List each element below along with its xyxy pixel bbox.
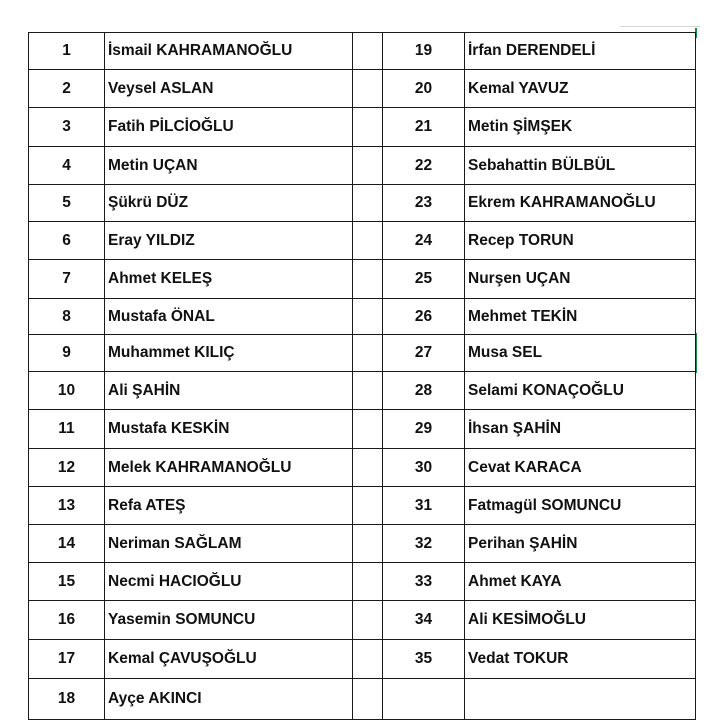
right-number-cell[interactable]: 34 xyxy=(383,601,465,640)
right-name-cell[interactable]: Cevat KARACA xyxy=(465,449,696,487)
right-name-cell[interactable]: Mehmet TEKİN xyxy=(465,299,696,335)
left-name-cell[interactable]: Fatih PİLCİOĞLU xyxy=(105,108,353,147)
left-name-cell[interactable]: Yasemin SOMUNCU xyxy=(105,601,353,640)
right-number-cell[interactable]: 23 xyxy=(383,185,465,222)
right-number-cell[interactable]: 27 xyxy=(383,335,465,372)
left-number-cell[interactable]: 11 xyxy=(29,410,105,449)
right-name-cell[interactable]: Ahmet KAYA xyxy=(465,563,696,601)
right-number-cell[interactable]: 21 xyxy=(383,108,465,147)
table-row xyxy=(29,449,696,487)
right-number-cell[interactable]: 32 xyxy=(383,525,465,563)
left-name-cell[interactable]: Muhammet KILIÇ xyxy=(105,335,353,372)
left-number-cell[interactable]: 4 xyxy=(29,147,105,185)
left-name-cell[interactable]: Necmi HACIOĞLU xyxy=(105,563,353,601)
spacer-cell[interactable] xyxy=(353,33,383,70)
left-number-cell[interactable]: 17 xyxy=(29,640,105,679)
right-name-cell[interactable]: Fatmagül SOMUNCU xyxy=(465,487,696,525)
table-row xyxy=(29,679,696,720)
spacer-cell[interactable] xyxy=(353,640,383,679)
right-name-cell[interactable]: Musa SEL xyxy=(465,335,696,372)
left-name-cell[interactable]: Kemal ÇAVUŞOĞLU xyxy=(105,640,353,679)
right-number-cell[interactable]: 29 xyxy=(383,410,465,449)
right-name-cell[interactable]: İrfan DERENDELİ xyxy=(465,33,696,70)
right-number-cell[interactable]: 19 xyxy=(383,33,465,70)
spacer-cell[interactable] xyxy=(353,525,383,563)
right-name-cell[interactable]: Nurşen UÇAN xyxy=(465,260,696,299)
right-name-cell[interactable] xyxy=(465,679,696,720)
spacer-cell[interactable] xyxy=(353,299,383,335)
left-number-cell[interactable]: 1 xyxy=(29,33,105,70)
spacer-cell[interactable] xyxy=(353,487,383,525)
left-number-cell[interactable]: 6 xyxy=(29,222,105,260)
spacer-cell[interactable] xyxy=(353,147,383,185)
spacer-cell[interactable] xyxy=(353,449,383,487)
spacer-cell[interactable] xyxy=(353,563,383,601)
right-number-cell[interactable]: 30 xyxy=(383,449,465,487)
left-number-cell[interactable]: 9 xyxy=(29,335,105,372)
spacer-cell[interactable] xyxy=(353,372,383,410)
left-name-cell[interactable]: Ayçe AKINCI xyxy=(105,679,353,720)
left-name-cell[interactable]: Refa ATEŞ xyxy=(105,487,353,525)
left-name-cell[interactable]: Veysel ASLAN xyxy=(105,70,353,108)
table-row xyxy=(29,260,696,299)
left-number-cell[interactable]: 10 xyxy=(29,372,105,410)
left-name-cell[interactable]: Neriman SAĞLAM xyxy=(105,525,353,563)
spacer-cell[interactable] xyxy=(353,410,383,449)
right-name-cell[interactable]: Metin ŞİMŞEK xyxy=(465,108,696,147)
left-name-cell[interactable]: Eray YILDIZ xyxy=(105,222,353,260)
left-number-cell[interactable]: 14 xyxy=(29,525,105,563)
spacer-cell[interactable] xyxy=(353,70,383,108)
left-name-cell[interactable]: Metin UÇAN xyxy=(105,147,353,185)
spacer-cell[interactable] xyxy=(353,108,383,147)
spacer-cell[interactable] xyxy=(353,601,383,640)
right-number-cell[interactable]: 33 xyxy=(383,563,465,601)
right-number-cell[interactable]: 25 xyxy=(383,260,465,299)
right-name-cell[interactable]: Recep TORUN xyxy=(465,222,696,260)
left-number-cell[interactable]: 12 xyxy=(29,449,105,487)
table-row xyxy=(29,108,696,147)
table-row xyxy=(29,640,696,679)
right-number-cell[interactable] xyxy=(383,679,465,720)
left-number-cell[interactable]: 13 xyxy=(29,487,105,525)
right-name-cell[interactable]: Vedat TOKUR xyxy=(465,640,696,679)
right-number-cell[interactable]: 31 xyxy=(383,487,465,525)
left-name-cell[interactable]: Mustafa ÖNAL xyxy=(105,299,353,335)
left-number-cell[interactable]: 3 xyxy=(29,108,105,147)
right-name-cell[interactable]: Ekrem KAHRAMANOĞLU xyxy=(465,185,696,222)
right-number-cell[interactable]: 26 xyxy=(383,299,465,335)
table-row xyxy=(29,147,696,185)
right-number-cell[interactable]: 35 xyxy=(383,640,465,679)
table-row xyxy=(29,410,696,449)
right-name-cell[interactable]: Sebahattin BÜLBÜL xyxy=(465,147,696,185)
table-row xyxy=(29,487,696,525)
table-row xyxy=(29,335,696,372)
spacer-cell[interactable] xyxy=(353,679,383,720)
right-name-cell[interactable]: İhsan ŞAHİN xyxy=(465,410,696,449)
left-number-cell[interactable]: 16 xyxy=(29,601,105,640)
right-number-cell[interactable]: 22 xyxy=(383,147,465,185)
left-name-cell[interactable]: Melek KAHRAMANOĞLU xyxy=(105,449,353,487)
right-name-cell[interactable]: Perihan ŞAHİN xyxy=(465,525,696,563)
left-number-cell[interactable]: 7 xyxy=(29,260,105,299)
spacer-cell[interactable] xyxy=(353,260,383,299)
left-number-cell[interactable]: 15 xyxy=(29,563,105,601)
faint-gridline-top xyxy=(620,26,700,27)
table-row xyxy=(29,601,696,640)
left-number-cell[interactable]: 5 xyxy=(29,185,105,222)
right-name-cell[interactable]: Kemal YAVUZ xyxy=(465,70,696,108)
spacer-cell[interactable] xyxy=(353,335,383,372)
left-name-cell[interactable]: İsmail KAHRAMANOĞLU xyxy=(105,33,353,70)
right-number-cell[interactable]: 24 xyxy=(383,222,465,260)
left-name-cell[interactable]: Ali ŞAHİN xyxy=(105,372,353,410)
table-row xyxy=(29,299,696,335)
left-name-cell[interactable]: Şükrü DÜZ xyxy=(105,185,353,222)
left-number-cell[interactable]: 2 xyxy=(29,70,105,108)
right-number-cell[interactable]: 28 xyxy=(383,372,465,410)
table-row xyxy=(29,222,696,260)
name-list-table xyxy=(28,32,696,720)
spacer-cell[interactable] xyxy=(353,222,383,260)
right-name-cell[interactable]: Ali KESİMOĞLU xyxy=(465,601,696,640)
left-name-cell[interactable]: Mustafa KESKİN xyxy=(105,410,353,449)
right-name-cell[interactable]: Selami KONAÇOĞLU xyxy=(465,372,696,410)
left-number-cell[interactable]: 8 xyxy=(29,299,105,335)
table-row xyxy=(29,563,696,601)
table-row xyxy=(29,33,696,70)
table-row xyxy=(29,372,696,410)
left-number-cell[interactable]: 18 xyxy=(29,679,105,720)
table-row xyxy=(29,185,696,222)
right-number-cell[interactable]: 20 xyxy=(383,70,465,108)
left-name-cell[interactable]: Ahmet KELEŞ xyxy=(105,260,353,299)
table-row xyxy=(29,525,696,563)
spacer-cell[interactable] xyxy=(353,185,383,222)
table-row xyxy=(29,70,696,108)
